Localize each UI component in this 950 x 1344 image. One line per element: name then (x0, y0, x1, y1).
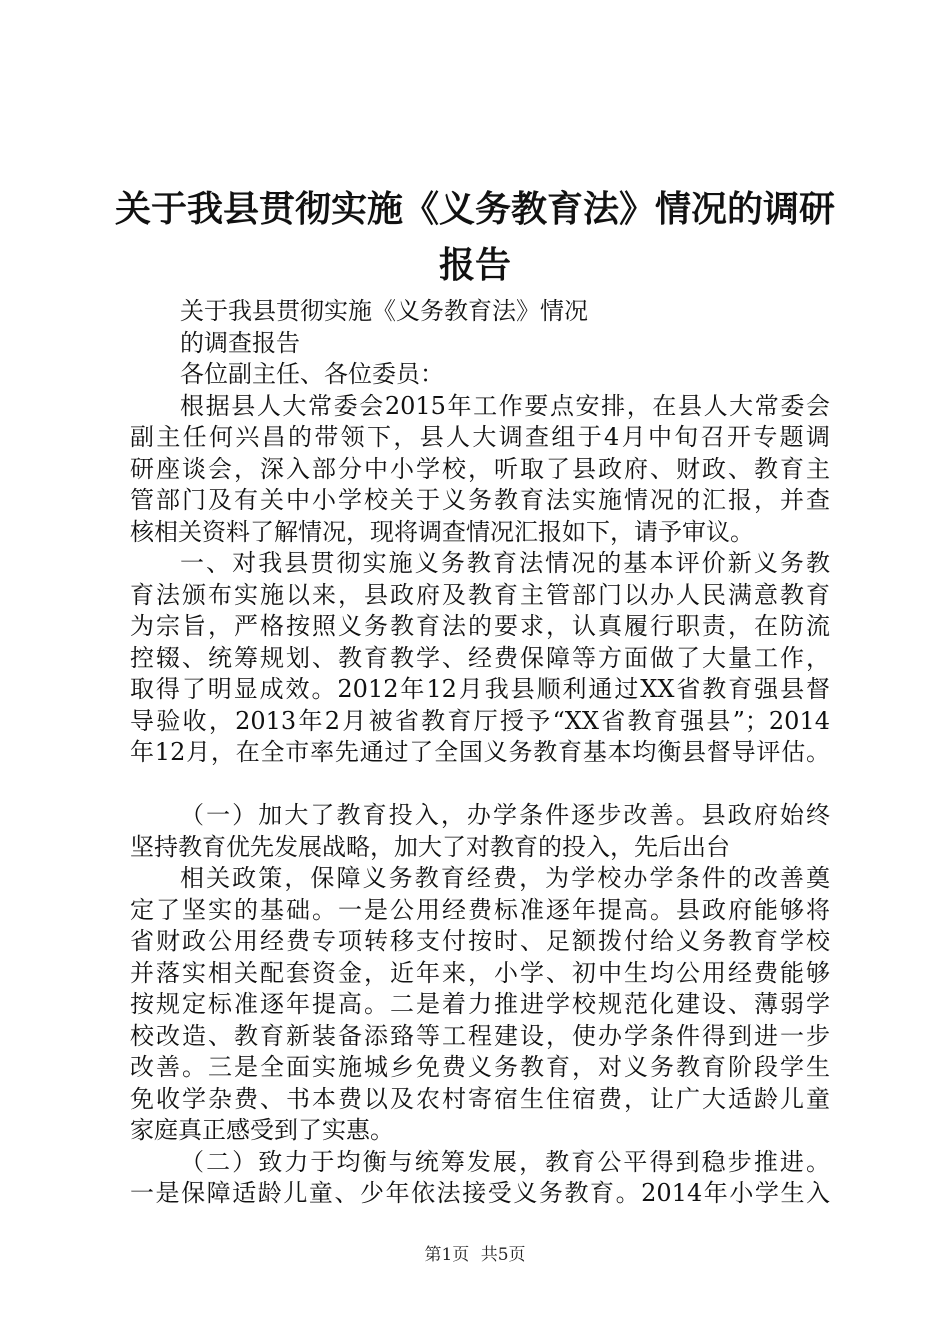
paragraph-line: 为宗旨，严格按照义务教育法的要求，认真履行职责，在防流 (130, 612, 830, 640)
paragraph-line: 年12月，在全市率先通过了全国义务教育基本均衡县督导评估。 (130, 738, 830, 766)
paragraph-line: 校改造、教育新装备添臵等工程建设，使办学条件得到进一步 (130, 1021, 830, 1050)
paragraph-line: 并落实相关配套资金，近年来，小学、初中生均公用经费能够 (130, 958, 830, 987)
paragraph-line: 坚持教育优先发展战略，加大了对教育的投入，先后出台 (130, 832, 730, 861)
paragraph-line: 免收学杂费、书本费以及农村寄宿生住宿费，让广大适龄儿童 (130, 1084, 830, 1113)
page-number: 第1页 (424, 1245, 470, 1265)
paragraph-line: 控辍、统筹规划、教育教学、经费保障等方面做了大量工作， (130, 643, 830, 672)
paragraph-line: 育法颁布实施以来，县政府及教育主管部门以办人民满意教育 (130, 580, 830, 609)
paragraph-line: 各位副主任、各位委员： (180, 360, 444, 388)
paragraph-line: 关于我县贯彻实施《义务教育法》情况 (180, 297, 588, 325)
page-footer (0, 1244, 950, 1266)
paragraph-line: 取得了明显成效。2012年12月我县顺利通过XX省教育强县督 (130, 675, 830, 703)
paragraph-line: 一是保障适龄儿童、少年依法接受义务教育。2014年小学生入 (130, 1179, 830, 1207)
paragraph-line: 按规定标准逐年提高。二是着力推进学校规范化建设、薄弱学 (130, 990, 830, 1018)
document-title-line-2: 报告 (438, 245, 511, 286)
paragraph-line: 核相关资料了解情况，现将调查情况汇报如下，请予审议。 (130, 517, 754, 546)
paragraph-line: 的调查报告 (180, 328, 300, 357)
paragraph-line: 管部门及有关中小学校关于义务教育法实施情况的汇报，并查 (130, 486, 830, 514)
paragraph-line: 相关政策，保障义务教育经费，为学校办学条件的改善奠 (180, 864, 830, 892)
paragraph-line: 定了坚实的基础。一是公用经费标准逐年提高。县政府能够将 (130, 895, 830, 924)
paragraph-line: 改善。三是全面实施城乡免费义务教育，对义务教育阶段学生 (130, 1053, 830, 1081)
paragraph-line: 省财政公用经费专项转移支付按时、足额拨付给义务教育学校 (130, 927, 830, 955)
document-title-line-1: 关于我县贯彻实施《义务教育法》情况的调研 (114, 189, 835, 230)
paragraph-line: 副主任何兴昌的带领下，县人大调查组于4月中旬召开专题调 (130, 423, 830, 451)
paragraph-line: 一、对我县贯彻实施义务教育法情况的基本评价新义务教 (180, 549, 830, 577)
paragraph-line: 根据县人大常委会2015年工作要点安排，在县人大常委会 (180, 391, 830, 420)
paragraph-line: 研座谈会，深入部分中小学校，听取了县政府、财政、教育主 (130, 454, 830, 483)
paragraph-line: 导验收，2013年2月被省教育厅授予“XX省教育强县”；2014 (130, 706, 830, 735)
paragraph-line: （二）致力于均衡与统筹发展，教育公平得到稳步推进。 (180, 1147, 830, 1176)
paragraph-line: （一）加大了教育投入，办学条件逐步改善。县政府始终 (180, 801, 830, 829)
paragraph-line: 家庭真正感受到了实惠。 (130, 1116, 394, 1144)
document-body (130, 296, 830, 1210)
page-total: 共5页 (480, 1245, 526, 1265)
paragraph-gap (130, 769, 830, 801)
